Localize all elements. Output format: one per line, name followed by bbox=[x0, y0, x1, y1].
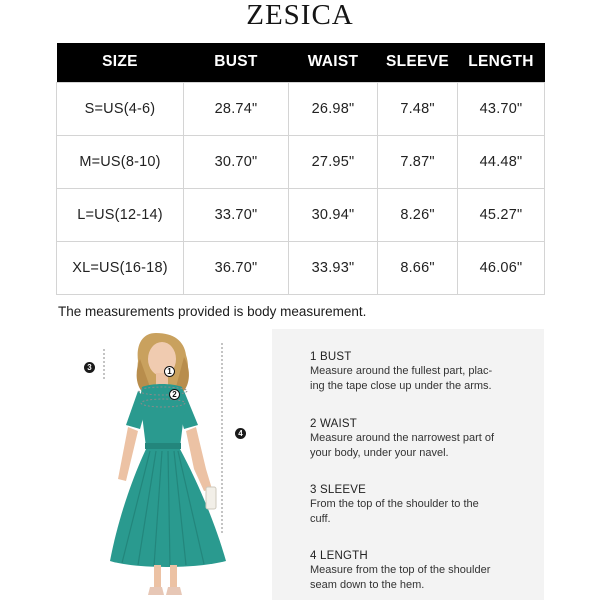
measurement-title: 3 SLEEVE bbox=[310, 484, 366, 496]
table-cell: S=US(4-6) bbox=[57, 82, 184, 135]
marker-1: 1 bbox=[164, 366, 175, 377]
marker-3: 3 bbox=[84, 362, 95, 373]
measurement-desc-line: Measure around the narrowest part of bbox=[310, 432, 495, 444]
table-cell: L=US(12-14) bbox=[57, 188, 184, 241]
header-waist: WAIST bbox=[289, 43, 378, 82]
table-cell: 46.06" bbox=[458, 241, 545, 294]
measurement-desc-line: Measure around the fullest part, plac- bbox=[310, 365, 493, 377]
model-photo bbox=[56, 329, 272, 600]
measurement-desc-line: From the top of the shoulder to the bbox=[310, 498, 479, 510]
measurement-title: 1 BUST bbox=[310, 351, 352, 363]
table-cell: 8.26" bbox=[378, 188, 458, 241]
header-sleeve: SLEEVE bbox=[378, 43, 458, 82]
header-size: SIZE bbox=[57, 43, 184, 82]
table-cell: 7.48" bbox=[378, 82, 458, 135]
measurement-title: 4 LENGTH bbox=[310, 550, 368, 562]
measurement-item-bust bbox=[310, 350, 535, 393]
measurement-guide-panel bbox=[272, 329, 544, 600]
table-cell: 28.74" bbox=[184, 82, 289, 135]
table-row bbox=[57, 188, 545, 241]
table-cell: 26.98" bbox=[289, 82, 378, 135]
measurement-desc-line: Measure from the top of the shoulder bbox=[310, 564, 491, 576]
table-cell: M=US(8-10) bbox=[57, 135, 184, 188]
measurement-desc-line: ing the tape close up under the arms. bbox=[310, 379, 492, 392]
marker-2: 2 bbox=[169, 389, 180, 400]
table-cell: 43.70" bbox=[458, 82, 545, 135]
table-cell: XL=US(16-18) bbox=[57, 241, 184, 294]
table-cell: 45.27" bbox=[458, 188, 545, 241]
measurement-desc-line: cuff. bbox=[310, 512, 331, 525]
table-cell: 36.70" bbox=[184, 241, 289, 294]
table-cell: 8.66" bbox=[378, 241, 458, 294]
marker-4: 4 bbox=[235, 428, 246, 439]
header-bust: BUST bbox=[184, 43, 289, 82]
measurement-item-sleeve bbox=[310, 483, 535, 526]
table-header-row bbox=[57, 43, 545, 82]
table-cell: 30.94" bbox=[289, 188, 378, 241]
table-row bbox=[57, 241, 545, 294]
measurement-item-waist bbox=[310, 417, 535, 460]
brand-logo: ZESICA bbox=[246, 0, 354, 31]
size-chart-table bbox=[56, 43, 545, 295]
measurement-item-length bbox=[310, 549, 535, 592]
measurement-desc-line: your body, under your navel. bbox=[310, 446, 449, 459]
table-cell: 33.70" bbox=[184, 188, 289, 241]
table-cell: 44.48" bbox=[458, 135, 545, 188]
header-length: LENGTH bbox=[458, 43, 545, 82]
measurement-title: 2 WAIST bbox=[310, 418, 357, 430]
table-row bbox=[57, 82, 545, 135]
table-cell: 7.87" bbox=[378, 135, 458, 188]
table-cell: 27.95" bbox=[289, 135, 378, 188]
measurement-note: The measurements provided is body measurement. bbox=[58, 304, 367, 319]
table-cell: 30.70" bbox=[184, 135, 289, 188]
measurement-desc-line: seam down to the hem. bbox=[310, 578, 425, 591]
table-cell: 33.93" bbox=[289, 241, 378, 294]
table-row bbox=[57, 135, 545, 188]
